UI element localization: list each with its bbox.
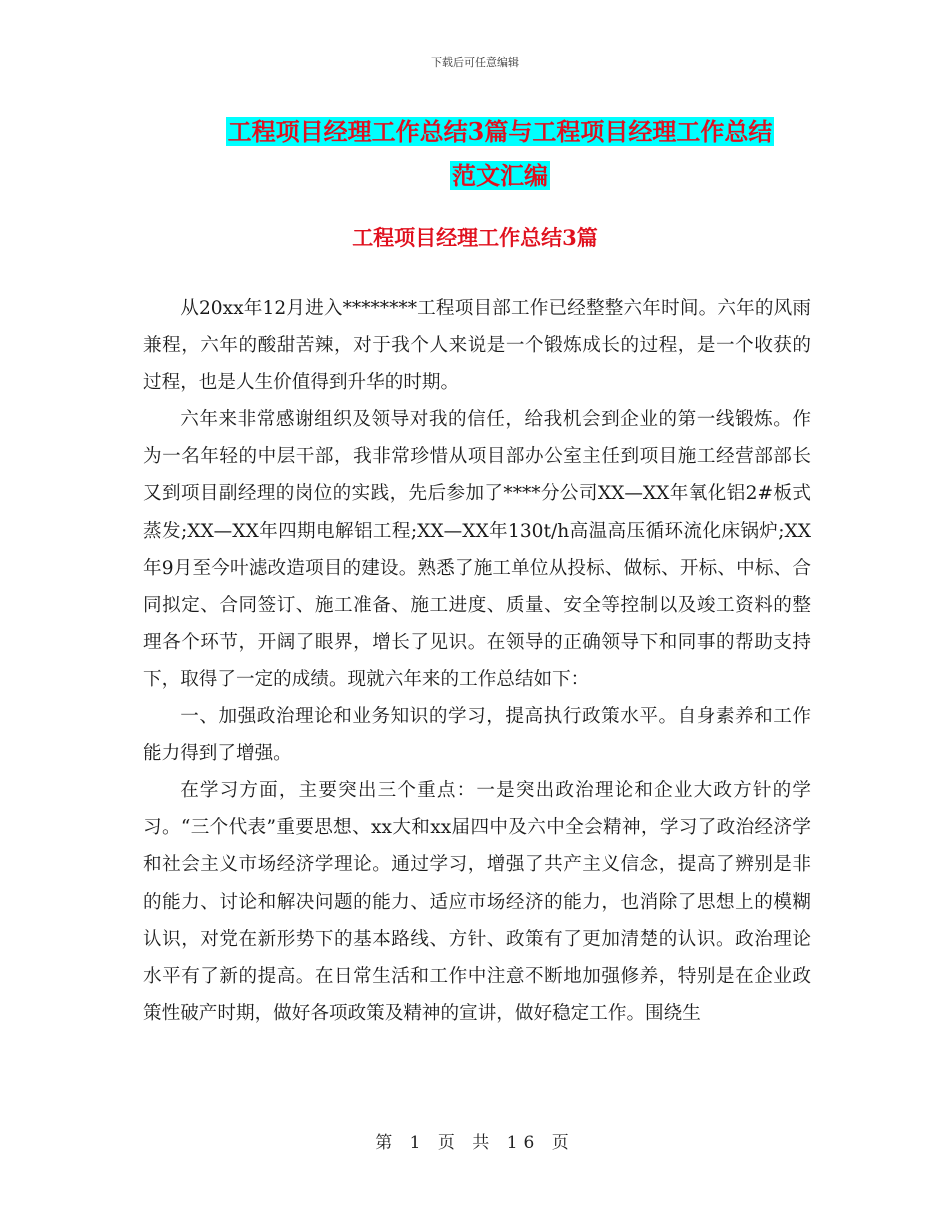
page-footer: 第 1 页 共 16 页 [375, 1133, 575, 1153]
paragraph: 从20xx年12月进入********工程项目部工作已经整整六年时间。六年的风雨兼程，六年的酸甜苦辣，对于我个人来说是一个锻炼成长的过程，是一个收获的过程，也是人生价值得到升华的时期。 [143, 298, 811, 394]
paragraph: 一、加强政治理论和业务知识的学习，提高执行政策水平。自身素养和工作能力得到了增强。 [143, 706, 811, 765]
title-line-1: 工程项目经理工作总结3篇与工程项目经理工作总结 [227, 117, 773, 146]
header-note: 下载后可任意编辑 [431, 56, 519, 69]
document-title [140, 110, 860, 198]
paragraph: 在学习方面，主要突出三个重点：一是突出政治理论和企业大政方针的学习。“三个代表”重要思想、xx大和xx届四中及六中全会精神，学习了政治经济学和社会主义市场经济学理论。通过学习，增强了共产主义信念，提高了辨别是非的能力、讨论和解决问题的能力、适应市场经济的能力，也消除了思想上的模糊认识，对党在新形势下的基本路线、方针、政策有了更加清楚的认识。政治理论水平有了新的提高。在日常生活和工作中注意不断地加强修养，特别是在企业政策性破产时期，做好各项政策及精神的宣讲，做好稳定工作。围绕生 [143, 780, 811, 1024]
body-text [143, 290, 811, 1032]
section-title: 工程项目经理工作总结3篇 [352, 225, 598, 250]
title-line-2: 范文汇编 [452, 161, 548, 190]
paragraph: 六年来非常感谢组织及领导对我的信任，给我机会到企业的第一线锻炼。作为一名年轻的中层干部，我非常珍惜从项目部办公室主任到项目施工经营部部长又到项目副经理的岗位的实践，先后参加了****分公司XX—XX年氧化铝2#板式蒸发;XX—XX年四期电解铝工程;XX—XX年130t/h高温高压循环流化床锅炉;XX年9月至今叶滤改造项目的建设。熟悉了施工单位从投标、做标、开标、中标、合同拟定、合同签订、施工准备、施工进度、质量、安全等控制以及竣工资料的整理各个环节，开阔了眼界，增长了见识。在领导的正确领导下和同事的帮助支持下，取得了一定的成绩。现就六年来的工作总结如下： [143, 409, 811, 690]
